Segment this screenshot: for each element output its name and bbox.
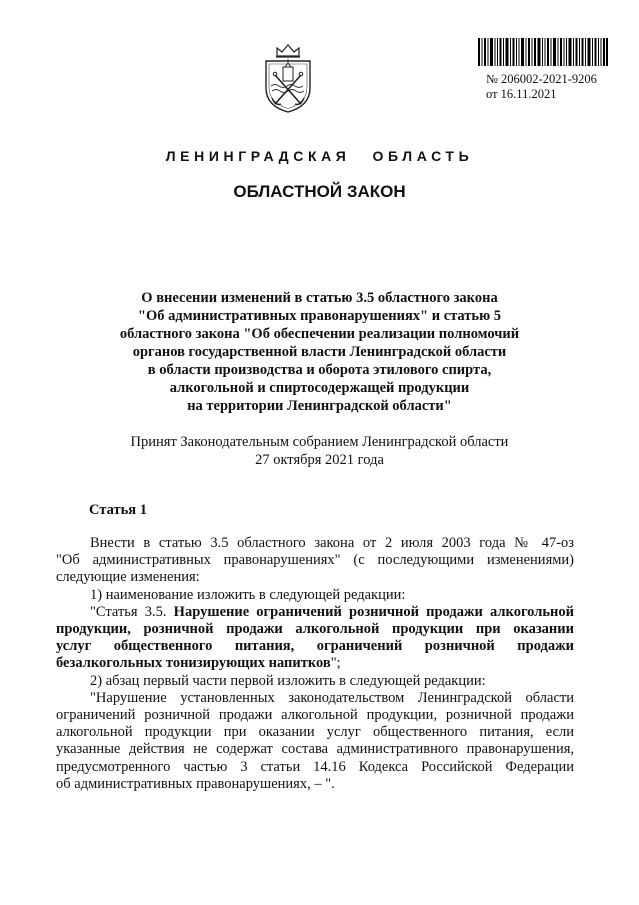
body-line: "Нарушение установленных законодательством Ленинградской области: [90, 689, 574, 706]
adoption-note: [60, 433, 579, 469]
quoted-heading-end: [56, 655, 574, 672]
amendment-item-2: 2) абзац первый части первой изложить в следующей редакции:: [90, 672, 486, 689]
adoption-date: 27 октября 2021 года: [255, 452, 384, 468]
body-line: "Об административных правонарушениях" (с последующими изменениями): [56, 552, 574, 569]
registration-number: № 206002-2021-9206: [486, 72, 597, 86]
article-heading: Статья 1: [89, 502, 147, 518]
adoption-line: Принят Законодательным собранием Ленинградской области: [130, 434, 509, 450]
body-line: следующие изменения:: [56, 569, 200, 586]
title-line: "Об административных правонарушениях" и статью 5: [137, 308, 502, 324]
quote-suffix: ";: [330, 655, 341, 672]
registration-stamp: [486, 72, 597, 102]
quoted-heading-line: [56, 604, 574, 621]
law-type-heading: ОБЛАСТНОЙ ЗАКОН: [233, 182, 406, 201]
title-line: на территории Ленинградской области": [187, 398, 452, 414]
bold-text: Нарушение ограничений розничной продажи алкогольной: [173, 603, 574, 620]
bold-text: безалкогольных тонизирующих напитков: [56, 655, 331, 672]
article-body: [56, 535, 574, 793]
title-line: органов государственной власти Ленинградской области: [132, 344, 507, 360]
law-title: [60, 289, 579, 415]
title-line: О внесении изменений в статью 3.5 областного закона: [141, 290, 498, 306]
amendment-item-1: 1) наименование изложить в следующей редакции:: [90, 586, 406, 603]
region-name: [0, 148, 639, 164]
bold-text: продукции, розничной продажи алкогольной продукции при оказании: [56, 621, 574, 638]
barcode-image: [478, 38, 608, 66]
region-word-2: ОБЛАСТЬ: [372, 148, 474, 164]
region-word-1: ЛЕНИНГРАДСКАЯ: [165, 148, 351, 164]
body-line: предусмотренного частью 3 статьи 14.16 Кодекса Российской Федерации: [56, 758, 574, 775]
quote-prefix: "Статья 3.5.: [90, 603, 174, 620]
registration-date: от 16.11.2021: [486, 87, 557, 101]
title-line: алкогольной и спиртосодержащей продукции: [169, 380, 470, 396]
body-line: ограничений розничной продажи алкогольной продукции, розничной продажи: [56, 707, 574, 724]
body-line: алкогольной продукции при оказании услуг общественного питания, если: [56, 724, 574, 741]
body-line: об административных правонарушениях, – ".: [56, 775, 335, 792]
bold-text: услуг общественного питания, ограничений розничной продажи: [56, 638, 574, 655]
title-line: в области производства и оборота этилового спирта,: [147, 362, 492, 378]
body-line: указанные действия не содержат состава административного правонарушения,: [56, 741, 574, 758]
body-line: Внести в статью 3.5 областного закона от 2 июля 2003 года № 47-оз: [90, 535, 574, 551]
coat-of-arms-emblem: [263, 42, 313, 114]
title-line: областного закона "Об обеспечении реализации полномочий: [119, 326, 520, 342]
